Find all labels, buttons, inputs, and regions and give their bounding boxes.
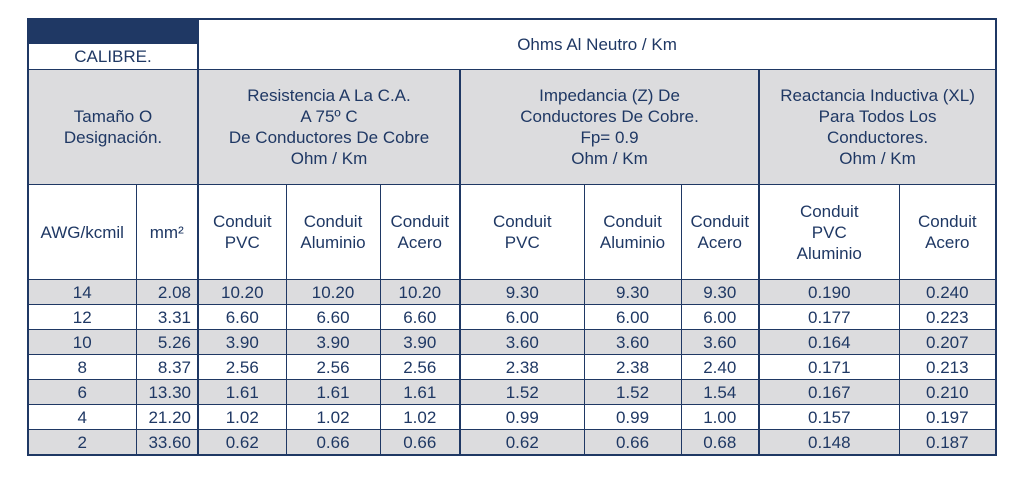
cell-res-pvc: 2.56 (198, 355, 286, 380)
cell-awg: 4 (28, 405, 136, 430)
cell-xl-pvc-aluminio: 0.164 (759, 330, 899, 355)
resistance-group-line: A 75º C (300, 107, 358, 126)
cell-res-aluminio: 6.60 (286, 305, 380, 330)
cell-mm2: 13.30 (136, 380, 198, 405)
cell-imp-aluminio: 2.38 (584, 355, 681, 380)
size-group-line: Tamaño O (73, 107, 153, 126)
cell-imp-aluminio: 0.99 (584, 405, 681, 430)
cell-awg: 10 (28, 330, 136, 355)
cell-imp-pvc: 2.38 (460, 355, 584, 380)
subheader-line: Conduit (603, 212, 662, 231)
cell-mm2: 2.08 (136, 280, 198, 305)
mm2-header: mm² (136, 185, 198, 280)
xl-acero-header (899, 185, 996, 280)
subheader-line: Conduit (492, 212, 552, 231)
cell-xl-pvc-aluminio: 0.190 (759, 280, 899, 305)
reactance-group-line: Para Todos Los (818, 107, 937, 126)
imp-aluminio-header (584, 185, 681, 280)
calibre-header-cell (28, 19, 198, 70)
res-aluminio-header (286, 185, 380, 280)
table-row (28, 355, 996, 380)
reactance-group-line: Conductores. (826, 128, 929, 147)
table-row (28, 330, 996, 355)
table-row (28, 380, 996, 405)
subheader-line: Conduit (212, 212, 272, 231)
cell-awg: 6 (28, 380, 136, 405)
cell-res-pvc: 3.90 (198, 330, 286, 355)
subheader-line: Conduit (799, 201, 859, 221)
cell-awg: 12 (28, 305, 136, 330)
cell-awg: 14 (28, 280, 136, 305)
cell-res-aluminio: 0.66 (286, 430, 380, 456)
table-body (28, 280, 996, 456)
cell-imp-acero: 1.00 (681, 405, 759, 430)
cell-mm2: 21.20 (136, 405, 198, 430)
subheader-line: Conduit (917, 212, 977, 231)
subheader-line: Acero (397, 233, 442, 252)
cell-imp-aluminio: 6.00 (584, 305, 681, 330)
impedance-group-line: Fp= 0.9 (580, 128, 639, 147)
subheader-line: PVC (224, 233, 260, 252)
cell-res-aluminio: 2.56 (286, 355, 380, 380)
size-group-header (28, 70, 198, 185)
cell-res-aluminio: 1.61 (286, 380, 380, 405)
cell-xl-acero: 0.197 (899, 405, 996, 430)
cell-xl-acero: 0.210 (899, 380, 996, 405)
table-row (28, 280, 996, 305)
cell-imp-aluminio: 0.66 (584, 430, 681, 456)
cell-imp-pvc: 0.62 (460, 430, 584, 456)
cell-xl-pvc-aluminio: 0.157 (759, 405, 899, 430)
cell-imp-aluminio: 9.30 (584, 280, 681, 305)
cell-res-acero: 1.02 (380, 405, 460, 430)
cell-mm2: 5.26 (136, 330, 198, 355)
imp-pvc-header (460, 185, 584, 280)
subheader-line: Conduit (303, 212, 363, 231)
cell-imp-acero: 1.54 (681, 380, 759, 405)
cell-awg: 2 (28, 430, 136, 456)
cell-imp-aluminio: 3.60 (584, 330, 681, 355)
cell-imp-pvc: 3.60 (460, 330, 584, 355)
resistance-group-line: De Conductores De Cobre (228, 128, 430, 147)
impedance-group-header (460, 70, 759, 185)
imp-acero-header (681, 185, 759, 280)
cell-xl-acero: 0.223 (899, 305, 996, 330)
table-header (28, 19, 996, 280)
cell-xl-pvc-aluminio: 0.148 (759, 430, 899, 456)
cell-mm2: 3.31 (136, 305, 198, 330)
impedance-group-line: Impedancia (Z) De (539, 86, 680, 105)
cell-xl-acero: 0.213 (899, 355, 996, 380)
subheader-line: Aluminio (796, 243, 862, 263)
cell-xl-pvc-aluminio: 0.167 (759, 380, 899, 405)
cell-res-pvc: 6.60 (198, 305, 286, 330)
cell-res-acero: 0.66 (380, 430, 460, 456)
cell-imp-pvc: 6.00 (460, 305, 584, 330)
subheader-line: PVC (504, 233, 540, 252)
subheader-line: Aluminio (300, 233, 366, 252)
cell-imp-acero: 9.30 (681, 280, 759, 305)
subheader-line: Conduit (690, 212, 750, 231)
resistance-group-header (198, 70, 460, 185)
cell-res-acero: 3.90 (380, 330, 460, 355)
impedance-group-line: Ohm / Km (571, 149, 648, 168)
table-row (28, 430, 996, 456)
cell-res-pvc: 10.20 (198, 280, 286, 305)
cell-imp-acero: 6.00 (681, 305, 759, 330)
calibre-label: CALIBRE. (29, 44, 197, 69)
impedance-group-line: Conductores De Cobre. (520, 107, 699, 126)
cell-xl-pvc-aluminio: 0.171 (759, 355, 899, 380)
subheader-line: PVC (811, 222, 847, 242)
size-group-line: Designación. (63, 128, 163, 147)
table-row (28, 305, 996, 330)
cell-xl-acero: 0.240 (899, 280, 996, 305)
cell-imp-acero: 0.68 (681, 430, 759, 456)
cell-mm2: 8.37 (136, 355, 198, 380)
subheader-line: Acero (925, 233, 970, 252)
cell-res-acero: 10.20 (380, 280, 460, 305)
resistance-group-line: Resistencia A La C.A. (247, 86, 411, 105)
reactance-group-header (759, 70, 996, 185)
cell-imp-pvc: 9.30 (460, 280, 584, 305)
cell-res-aluminio: 10.20 (286, 280, 380, 305)
cell-imp-acero: 2.40 (681, 355, 759, 380)
reactance-group-line: Ohm / Km (839, 149, 916, 168)
cell-res-aluminio: 3.90 (286, 330, 380, 355)
subheader-line: Acero (697, 233, 742, 252)
cell-imp-aluminio: 1.52 (584, 380, 681, 405)
res-acero-header (380, 185, 460, 280)
cell-res-pvc: 1.61 (198, 380, 286, 405)
xl-pvc-aluminio-header (759, 185, 899, 280)
cell-imp-pvc: 0.99 (460, 405, 584, 430)
conductor-impedance-table (27, 18, 997, 456)
cell-res-acero: 2.56 (380, 355, 460, 380)
cell-res-acero: 1.61 (380, 380, 460, 405)
reactance-group-line: Reactancia Inductiva (XL) (780, 86, 975, 105)
cell-res-acero: 6.60 (380, 305, 460, 330)
cell-xl-acero: 0.187 (899, 430, 996, 456)
cell-awg: 8 (28, 355, 136, 380)
cell-res-pvc: 0.62 (198, 430, 286, 456)
res-pvc-header (198, 185, 286, 280)
calibre-dark-bar (29, 20, 197, 44)
cell-res-aluminio: 1.02 (286, 405, 380, 430)
ohms-title: Ohms Al Neutro / Km (198, 19, 996, 70)
cell-xl-pvc-aluminio: 0.177 (759, 305, 899, 330)
subheader-line: Conduit (390, 212, 450, 231)
awg-header: AWG/kcmil (28, 185, 136, 280)
cell-imp-pvc: 1.52 (460, 380, 584, 405)
cell-imp-acero: 3.60 (681, 330, 759, 355)
cell-xl-acero: 0.207 (899, 330, 996, 355)
cell-res-pvc: 1.02 (198, 405, 286, 430)
resistance-group-line: Ohm / Km (290, 149, 368, 168)
subheader-line: Aluminio (599, 233, 666, 252)
table-row (28, 405, 996, 430)
cell-mm2: 33.60 (136, 430, 198, 456)
